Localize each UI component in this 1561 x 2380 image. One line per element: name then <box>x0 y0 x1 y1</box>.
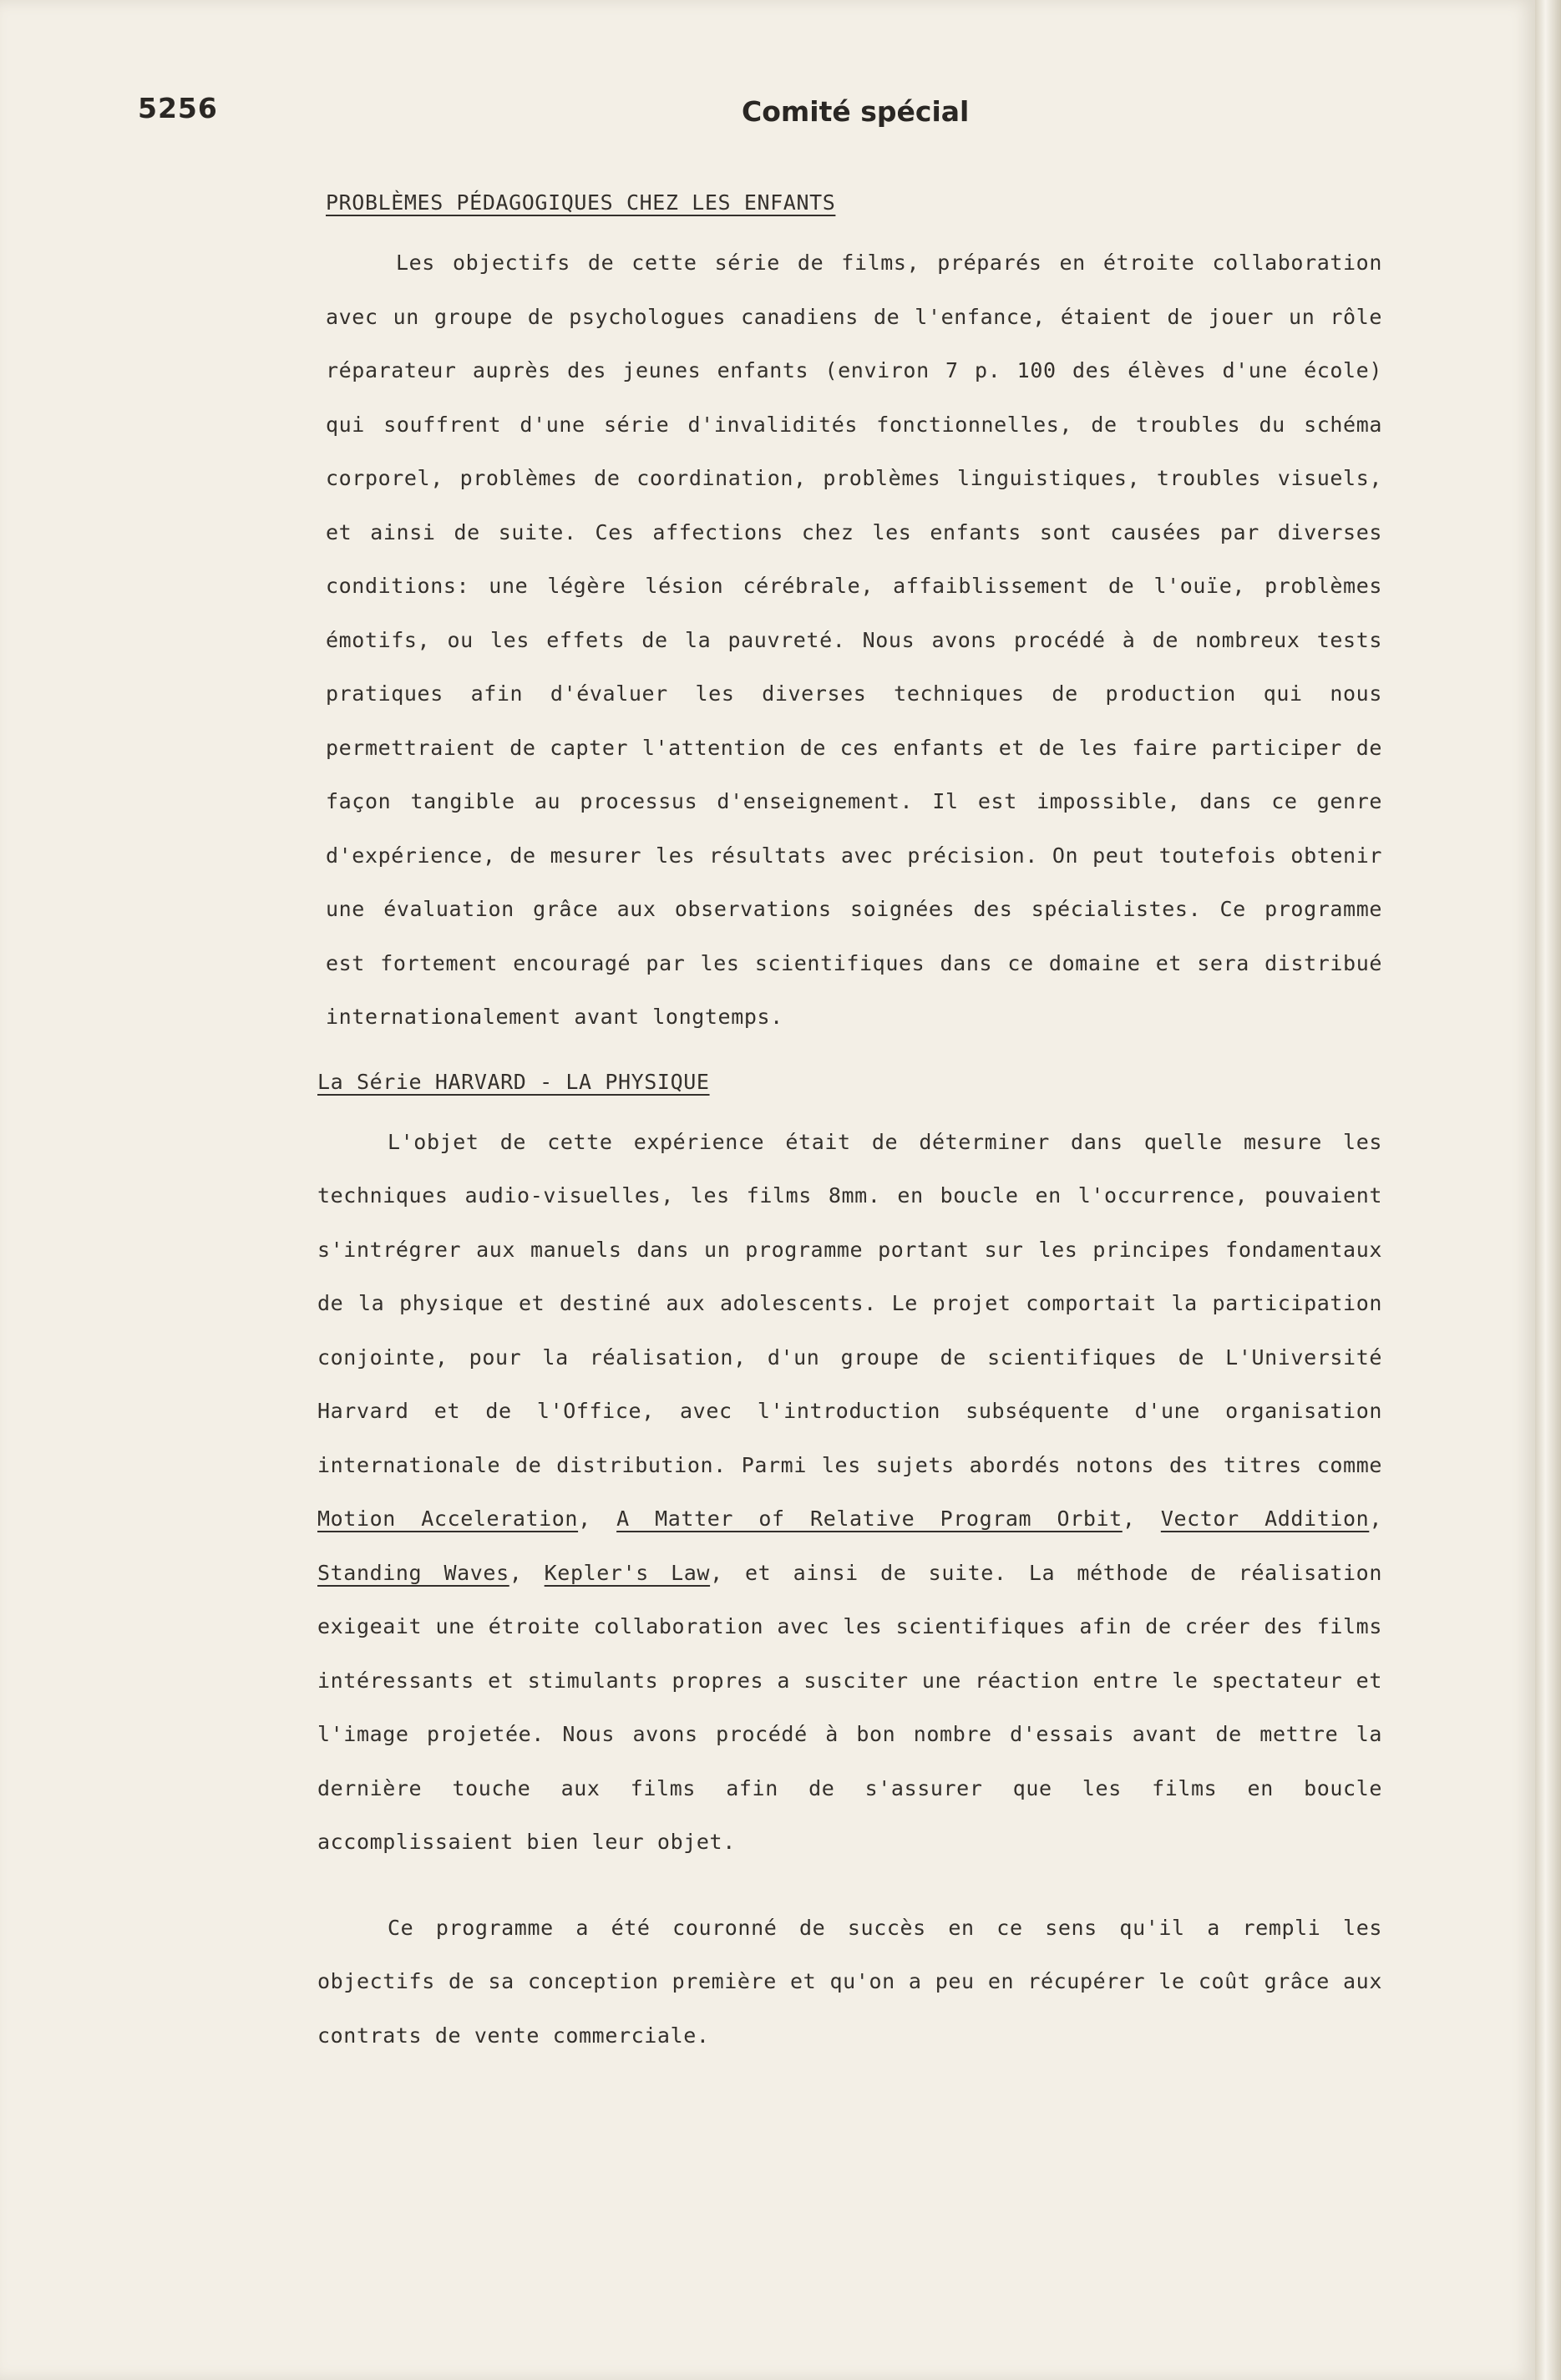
paragraph-text-after-titles: , et ainsi de suite. La méthode de réalisation exigeait une étroite collaboration avec les scientifiques afin de créer des films intéressants et stimulants propres a susciter une réaction entre le spectateur et l'image projetée. Nous avons procédé à bon nombre d'essais avant de mettre la dernière touche aux films afin de s'assurer que les films en boucle accomplissaient bien leur objet. <box>317 1560 1382 1854</box>
running-title: Comité spécial <box>742 95 970 128</box>
section-paragraph-problemes-pedagogiques: Les objectifs de cette série de films, préparés en étroite collaboration avec un groupe de psychologues canadiens de l'enfance, étaient de jouer un rôle réparateur auprès des jeunes enfants (environ 7 p. 100 des élèves d'une école) qui souffrent d'une série d'invalidités fonctionnelles, de troubles du schéma corporel, problèmes de coordination, problèmes linguistiques, troubles visuels, et ainsi de suite. Ces affections chez les enfants sont causées par diverses conditions: une légère lésion cérébrale, affaiblissement de l'ouïe, problèmes émotifs, ou les effets de la pauvreté. Nous avons procédé à de nombreux tests pratiques afin d'évaluer les diverses techniques de production qui nous permettraient de capter l'attention de ces enfants et de les faire participer de façon tangible au processus d'enseignement. Il est impossible, dans ce genre d'expérience, de mesurer les résultats avec précision. On peut toutefois obtenir une évaluation grâce aux observations soignées des spécialistes. Ce programme est fortement encouragé par les scientifiques dans ce domaine et sera distribué internationalement avant longtemps. <box>326 251 1382 1029</box>
section-closing-paragraph: Ce programme a été couronné de succès en ce sens qu'il a rempli les objectifs de sa conception première et qu'on a peu en récupérer le coût grâce aux contrats de vente commerciale. <box>317 1915 1382 2048</box>
page-body <box>317 190 1382 2063</box>
section-heading-serie-harvard: La Série HARVARD - LA PHYSIQUE <box>317 1069 710 1094</box>
page-header <box>0 92 1535 142</box>
paragraph-text-before-titles: L'objet de cette expérience était de déterminer dans quelle mesure les techniques audio-visuelles, les films 8mm. en boucle en l'occurrence, pouvaient s'intrégrer aux manuels dans un programme portant sur les principes fondamentaux de la physique et destiné aux adolescents. Le projet comportait la participation conjointe, pour la réalisation, d'un groupe de scientifiques de L'Université Harvard et de l'Office, avec l'introduction subséquente d'une organisation internationale de distribution. Parmi les sujets abordés notons des titres comme <box>317 1129 1382 1477</box>
film-title-motion-acceleration: Motion Acceleration <box>317 1506 579 1531</box>
film-title-relative-program-orbit: A Matter of Relative Program Orbit <box>616 1506 1123 1531</box>
page-number: 5256 <box>138 92 218 124</box>
page-edge <box>1535 0 1561 2380</box>
film-title-vector-addition: Vector Addition <box>1160 1506 1370 1531</box>
section-paragraph-serie-harvard: L'objet de cette expérience était de déterminer dans quelle mesure les techniques audio-visuelles, les films 8mm. en boucle en l'occurrence, pouvaient s'intrégrer aux manuels dans un programme portant sur les principes fondamentaux de la physique et destiné aux adolescents. Le projet comportait la participation conjointe, pour la réalisation, d'un groupe de scientifiques de L'Université Harvard et de l'Office, avec l'introduction subséquente d'une organisation internationale de distribution. Parmi les sujets abordés notons des titres comme Motion Acceleration, A Matter of Relative Program Orbit, Vector Addition, Standing Waves, Kepler's Law, et ainsi de suite. La méthode de réalisation exigeait une étroite collaboration avec les scientifiques afin de créer des films intéressants et stimulants propres a susciter une réaction entre le spectateur et l'image projetée. Nous avons procédé à bon nombre d'essais avant de mettre la dernière touche aux films afin de s'assurer que les films en boucle accomplissaient bien leur objet. <box>317 1129 1382 1854</box>
section-heading-problemes-pedagogiques: PROBLÈMES PÉDAGOGIQUES CHEZ LES ENFANTS <box>326 190 836 215</box>
film-title-keplers-law: Kepler's Law <box>544 1560 711 1585</box>
film-title-standing-waves: Standing Waves <box>317 1560 509 1585</box>
